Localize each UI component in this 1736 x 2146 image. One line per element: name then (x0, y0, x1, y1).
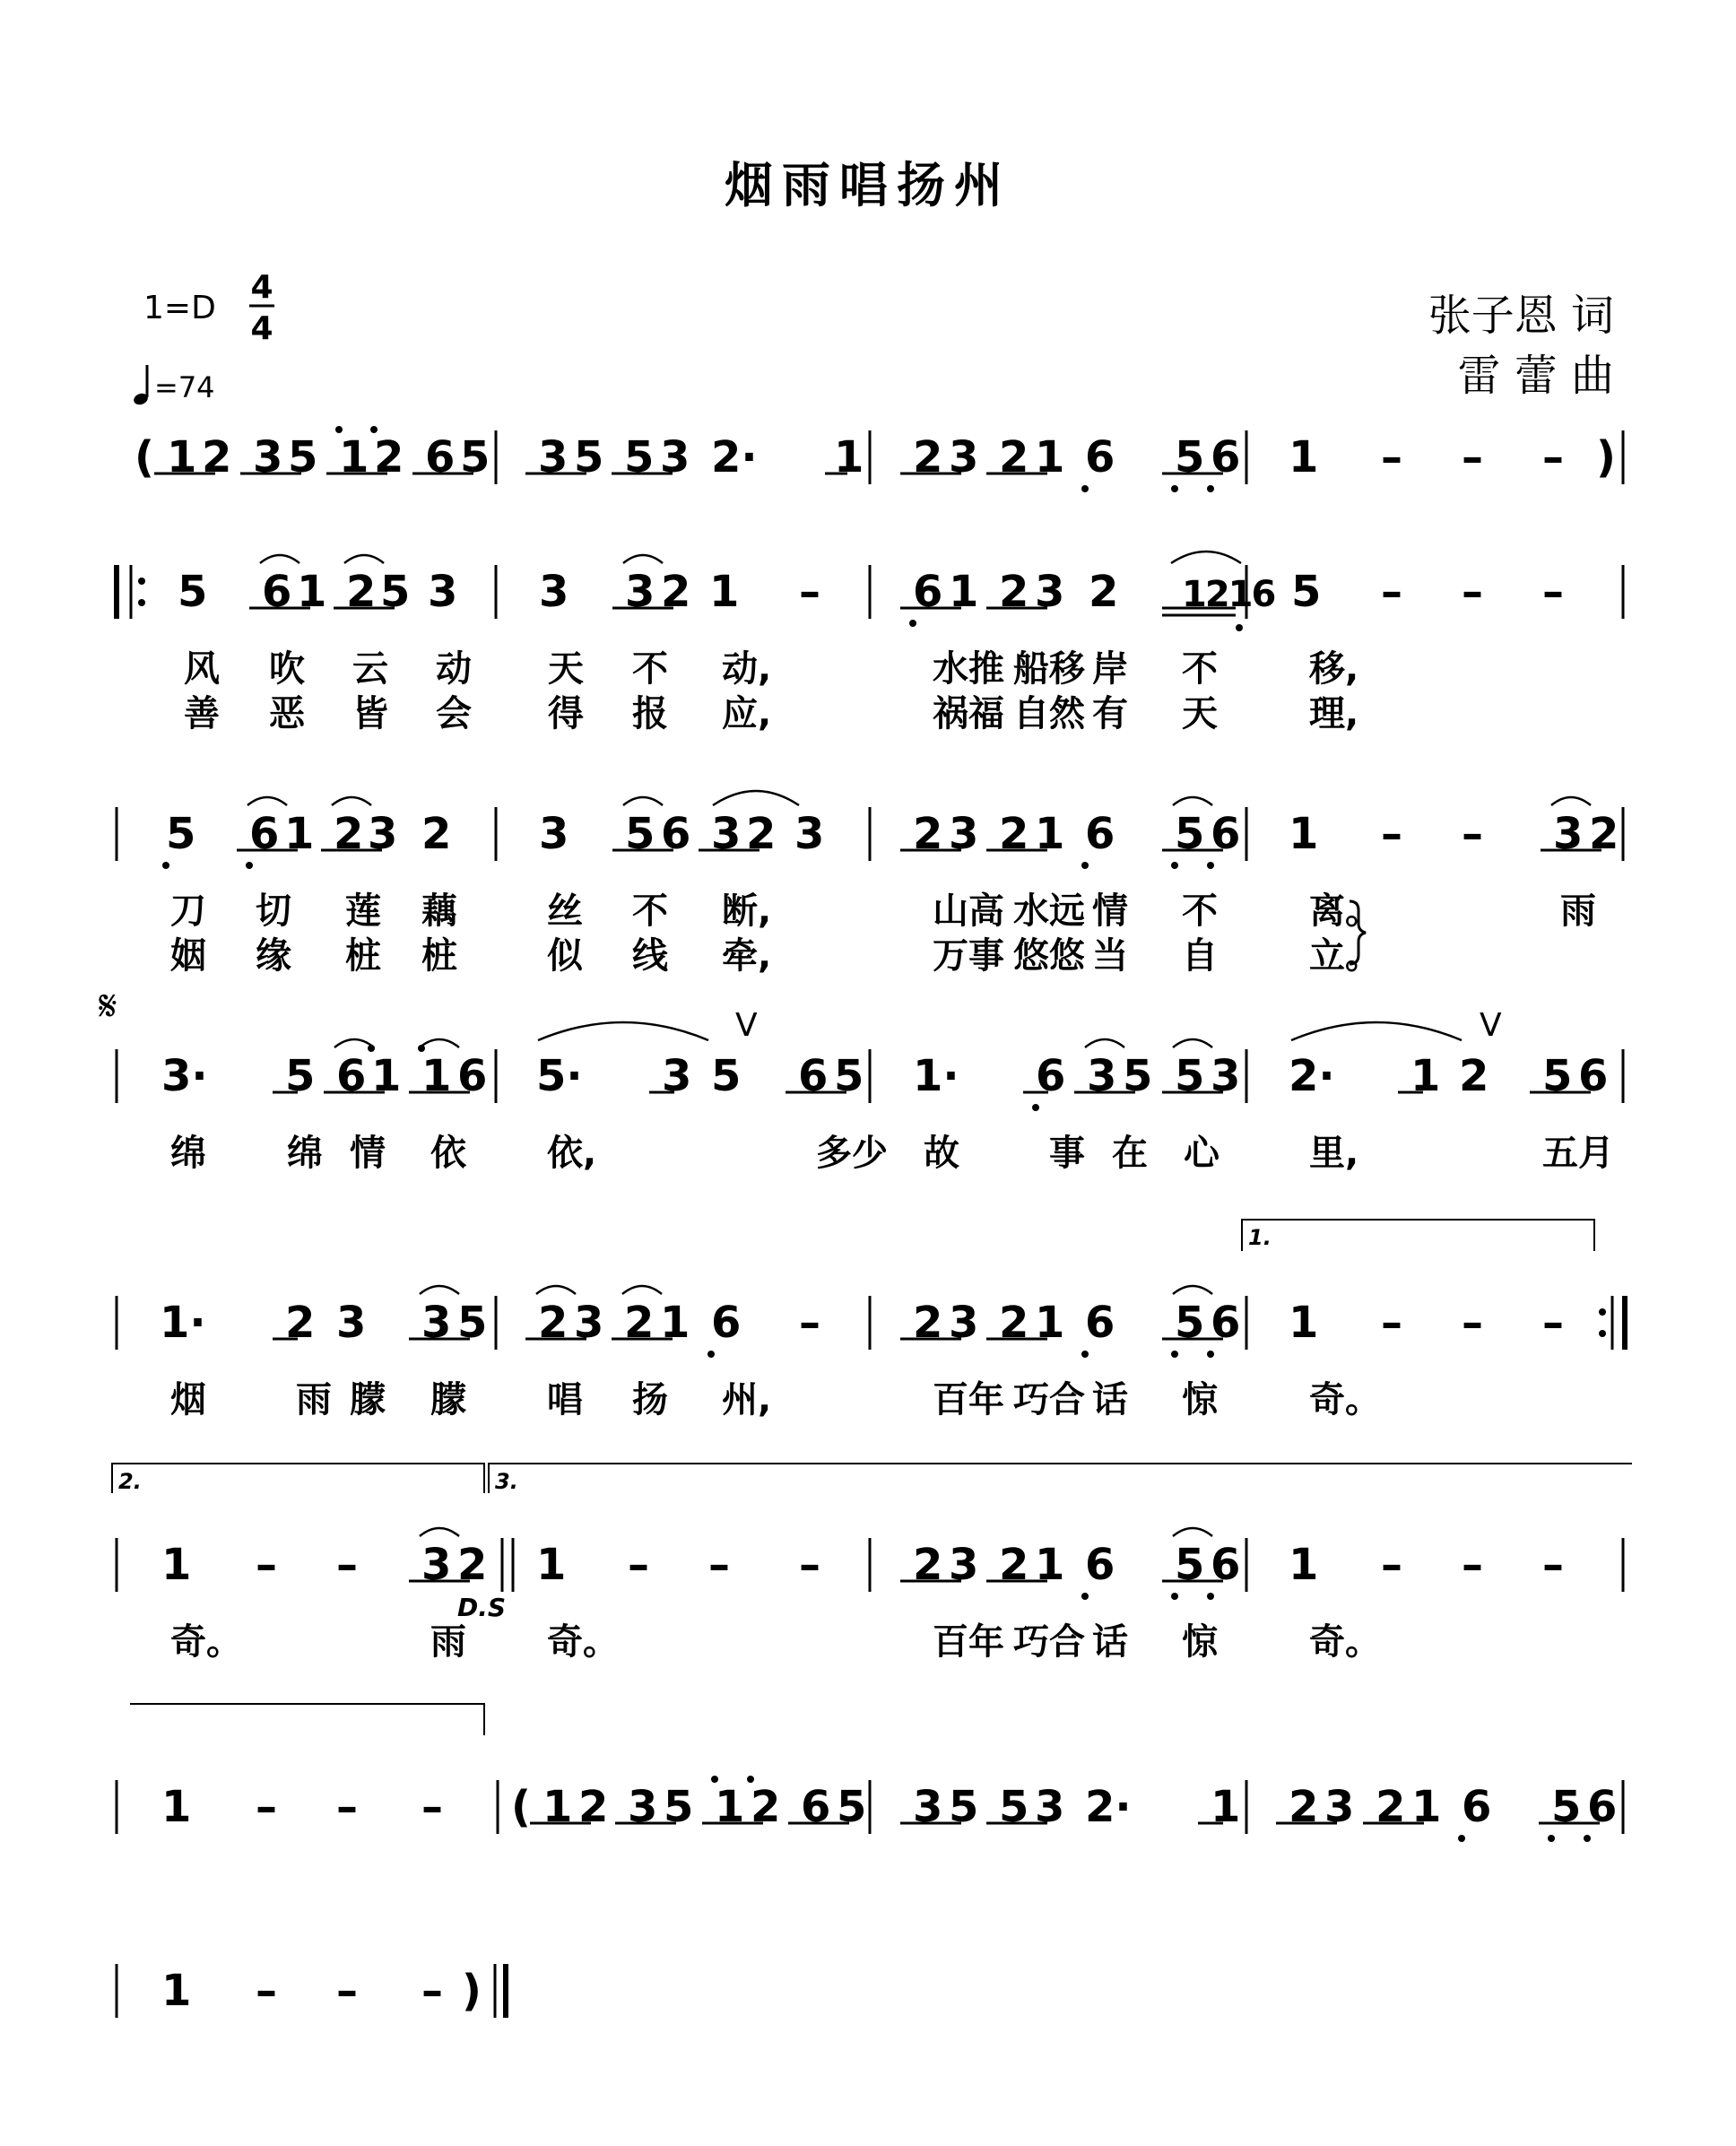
lyric-line2: 皆 (352, 693, 388, 734)
note-line3: 3 (368, 809, 398, 859)
lyric-line6: 奇。 (1309, 1621, 1381, 1663)
note-intro: ) (1596, 432, 1616, 482)
note-line6: – (799, 1540, 820, 1590)
lyric-line6: 奇。 (170, 1621, 242, 1663)
note-line5: 1· (160, 1298, 206, 1348)
note-line4: 5 (1175, 1051, 1205, 1101)
lyric-line2: 动 (436, 648, 472, 690)
key-signature: 1=D (143, 290, 216, 326)
lyric-line5: 雨 (296, 1379, 332, 1421)
lyric-line2: 应, (722, 693, 772, 734)
note-line3: 5 (166, 809, 196, 859)
lyric-line4: 多少 (816, 1133, 888, 1174)
lyric-line3: 莲 (345, 891, 381, 932)
note-line3: 6 (1211, 809, 1241, 859)
note-line7: 5 (999, 1782, 1029, 1832)
lyric-line3: 切 (256, 891, 291, 932)
note-line2: 1 (709, 567, 740, 617)
note-intro: 6 (1211, 432, 1241, 482)
note-intro: 2 (202, 432, 232, 482)
note-line6: – (708, 1540, 730, 1590)
note-intro: 5 (288, 432, 318, 482)
lyric-line2: 天 (548, 648, 584, 690)
note-line4: 3 (1211, 1051, 1241, 1101)
note-line3: – (1381, 809, 1402, 859)
lyric-line2: 移, (1309, 648, 1359, 690)
note-intro: ( (135, 432, 154, 482)
note-line5: 6 (711, 1298, 742, 1348)
note-line3: 3 (711, 809, 742, 859)
note-line5: 1 (1289, 1298, 1319, 1348)
lyric-line3: 桩 (421, 935, 457, 977)
lyric-line4: 绵 (287, 1133, 323, 1174)
note-line7: 3 (913, 1782, 943, 1832)
note-line6: – (1381, 1540, 1402, 1590)
lyric-line2: 动, (722, 648, 772, 690)
note-line5: – (1381, 1298, 1402, 1348)
note-line2: 3 (539, 567, 569, 617)
note-line4: 5 (1123, 1051, 1153, 1101)
lyric-line6: 百年 (933, 1621, 1004, 1663)
lyric-line2: 吹 (269, 648, 305, 690)
note-line5: 2 (913, 1298, 943, 1348)
note-line3: 6 (1085, 809, 1115, 859)
lyric-line4: 依, (547, 1133, 597, 1174)
note-line3: – (1462, 809, 1483, 859)
breath-mark: V (1480, 1007, 1502, 1044)
lyric-line5: 巧合 (1013, 1379, 1085, 1421)
note-line5: 2 (999, 1298, 1029, 1348)
lyric-line3: 当 (1092, 935, 1128, 977)
note-line4: 6 (457, 1051, 488, 1101)
lyric-line6: 惊 (1182, 1621, 1218, 1663)
note-line7: – (421, 1782, 443, 1832)
lyric-line4: 绵 (170, 1133, 206, 1174)
lyric-line6: 奇。 (547, 1621, 619, 1663)
note-line4: 2· (1289, 1051, 1335, 1101)
note-intro: 3 (538, 432, 569, 482)
note-intro: 3 (949, 432, 979, 482)
lyric-line3: 姻 (170, 935, 206, 977)
note-line3: 1 (1289, 809, 1319, 859)
volta-3-label: 3. (495, 1469, 518, 1494)
note-line8: ) (462, 1966, 482, 2016)
composer-credit: 雷 蕾 曲 (1457, 351, 1614, 401)
note-line8: – (421, 1966, 443, 2016)
lyric-line4: 心 (1184, 1133, 1220, 1174)
note-line7: 2 (578, 1782, 609, 1832)
note-line2: 2 (1089, 567, 1119, 617)
note-line6: 1 (1289, 1540, 1319, 1590)
note-line5: 1 (1035, 1298, 1065, 1348)
note-line4: 6 (798, 1051, 829, 1101)
lyric-line5: 百年 (933, 1379, 1004, 1421)
note-line7: 2 (1376, 1782, 1406, 1832)
lyric-line5: 扬 (632, 1379, 668, 1421)
segno-icon: 𝄋 (99, 981, 117, 1031)
lyric-line3: 立。 (1309, 935, 1381, 977)
lyric-line4: 在 (1112, 1133, 1148, 1174)
note-line2: 2 (346, 567, 377, 617)
note-line2: 1216 (1182, 574, 1275, 615)
note-line3: 3 (949, 809, 979, 859)
note-line7: – (336, 1782, 358, 1832)
note-intro: 6 (425, 432, 456, 482)
note-line7: 5 (949, 1782, 979, 1832)
note-intro: 2 (999, 432, 1029, 482)
lyric-line2: 岸 (1092, 648, 1128, 690)
note-line7: 2· (1085, 1782, 1132, 1832)
note-line4: 3 (662, 1051, 692, 1101)
note-line3: 2 (421, 809, 452, 859)
note-line4: 1 (421, 1051, 452, 1101)
note-line2: – (1381, 567, 1402, 617)
lyric-line3: 雨 (1560, 891, 1596, 932)
note-line7: 3 (1324, 1782, 1355, 1832)
note-line2: 2 (999, 567, 1029, 617)
note-line4: 3· (161, 1051, 208, 1101)
note-line8: – (336, 1966, 358, 2016)
lyricist-credit: 张子恩 词 (1428, 291, 1614, 341)
note-line7: 1 (715, 1782, 745, 1832)
note-line5: 3 (574, 1298, 604, 1348)
note-line7: 3 (628, 1782, 658, 1832)
note-line7: 5 (837, 1782, 867, 1832)
lyric-line6: 雨 (430, 1621, 466, 1663)
lyric-line2: 天 (1182, 693, 1218, 734)
time-signature-bottom: 4 (250, 310, 273, 347)
lyric-line3: 不 (632, 891, 668, 932)
note-line5: – (1542, 1298, 1564, 1348)
lyric-line4: 事 (1049, 1133, 1085, 1174)
note-line3: 6 (249, 809, 280, 859)
note-line8: 1 (161, 1966, 192, 2016)
note-intro: 1 (834, 432, 864, 482)
lyric-line2: 云 (352, 648, 388, 690)
note-line2: 3 (625, 567, 655, 617)
note-line4: 6 (1578, 1051, 1609, 1101)
note-line6: 2 (457, 1540, 488, 1590)
note-line2: 3 (1035, 567, 1065, 617)
lyric-line5: 州, (722, 1379, 772, 1421)
lyric-line3: 丝 (547, 891, 583, 932)
volta-1-label: 1. (1248, 1225, 1272, 1250)
note-line4: 1 (371, 1051, 402, 1101)
note-line7: 6 (801, 1782, 831, 1832)
note-line5: 2 (624, 1298, 655, 1348)
lyric-line5: 烟 (170, 1379, 206, 1421)
note-intro: 2 (913, 432, 943, 482)
lyrics-layer (169, 648, 1614, 1663)
lyric-line3: 自 (1182, 935, 1218, 977)
note-line4: 5 (711, 1051, 742, 1101)
lyric-line3: 藕 (421, 891, 457, 932)
lyric-line3: 断, (722, 891, 772, 932)
note-line4: 2 (1459, 1051, 1489, 1101)
note-intro: 5 (574, 432, 604, 482)
lyric-line2: 报 (632, 693, 668, 734)
note-line2: 5 (380, 567, 411, 617)
note-line6: 1 (1035, 1540, 1065, 1590)
note-line6: 2 (999, 1540, 1029, 1590)
lyric-line3: 线 (632, 935, 668, 977)
breath-mark: V (735, 1007, 758, 1044)
note-intro: 1 (1035, 432, 1065, 482)
song-title: 烟雨唱扬州 (725, 157, 1011, 213)
lyric-line2: 善 (184, 693, 220, 734)
note-line5: 2 (285, 1298, 316, 1348)
lyric-line2: 有 (1092, 693, 1128, 734)
note-line2: 1 (297, 567, 327, 617)
note-line7: 2 (1289, 1782, 1319, 1832)
ds-marking: D.S (457, 1593, 507, 1622)
lyric-line5: 朦 (430, 1379, 466, 1421)
note-line7: 3 (1035, 1782, 1065, 1832)
lyric-line3: 牵, (722, 935, 772, 977)
note-intro: 6 (1085, 432, 1115, 482)
lyric-line5: 惊 (1182, 1379, 1218, 1421)
note-intro: 5 (1175, 432, 1205, 482)
lyric-line6: 话 (1092, 1621, 1128, 1663)
note-line6: 6 (1085, 1540, 1115, 1590)
note-line7: 6 (1462, 1782, 1492, 1832)
note-line4: 5 (834, 1051, 864, 1101)
note-line3: 6 (661, 809, 691, 859)
lyric-line2: 不 (632, 648, 668, 690)
note-line7: 5 (1551, 1782, 1582, 1832)
note-line6: – (1462, 1540, 1483, 1590)
lyric-line4: 故 (924, 1133, 959, 1174)
time-signature-top: 4 (250, 269, 273, 306)
lyric-line2: 会 (436, 693, 472, 734)
lyric-line5: 话 (1092, 1379, 1128, 1421)
barlines (117, 430, 1625, 2018)
lyric-line5: 奇。 (1309, 1379, 1381, 1421)
lyric-line3: 悠悠 (1013, 935, 1085, 977)
note-line5: 6 (1085, 1298, 1115, 1348)
lyric-line5: 唱 (547, 1379, 583, 1421)
note-line7: 1 (542, 1782, 573, 1832)
note-line6: – (1542, 1540, 1564, 1590)
note-line4: 6 (1036, 1051, 1066, 1101)
note-line3: 3 (1553, 809, 1584, 859)
note-line2: – (1462, 567, 1483, 617)
note-intro: 1 (167, 432, 197, 482)
note-intro: 5 (624, 432, 655, 482)
lyric-line3: 山高 (933, 891, 1004, 932)
note-line6: 2 (913, 1540, 943, 1590)
note-line7: ( (511, 1782, 531, 1832)
note-line6: – (336, 1540, 358, 1590)
note-line4: 5· (536, 1051, 583, 1101)
lyric-line4: 里, (1309, 1133, 1359, 1174)
note-line4: 5 (1542, 1051, 1573, 1101)
lyric-line2: 恶 (269, 693, 305, 734)
tempo-value: =74 (154, 370, 215, 404)
lyric-line3: 缘 (256, 935, 291, 977)
note-line6: 3 (421, 1540, 452, 1590)
note-line3: 2 (999, 809, 1029, 859)
note-line5: 2 (538, 1298, 569, 1348)
volta-2-label: 2. (118, 1469, 142, 1494)
note-line4: 1 (1410, 1051, 1441, 1101)
note-line7: – (256, 1782, 277, 1832)
note-intro: – (1381, 432, 1402, 482)
lyric-line3: 情 (1092, 891, 1128, 932)
lyric-line2: 祸福 (933, 693, 1004, 734)
note-line3: 1 (284, 809, 315, 859)
note-line2: 6 (262, 567, 292, 617)
note-line2: – (799, 567, 820, 617)
note-line5: 5 (1175, 1298, 1205, 1348)
lyric-line2: 理, (1309, 693, 1359, 734)
note-line4: 1· (913, 1051, 959, 1101)
lyric-line3: 桩 (345, 935, 381, 977)
lyric-line3: 水远 (1013, 891, 1085, 932)
note-line5: 6 (1211, 1298, 1241, 1348)
lyric-line3: 似 (547, 935, 583, 977)
note-line7: 1 (161, 1782, 192, 1832)
note-line7: 2 (751, 1782, 781, 1832)
note-line6: – (628, 1540, 649, 1590)
note-line5: 3 (421, 1298, 452, 1348)
note-line7: 1 (1411, 1782, 1442, 1832)
note-line4: 5 (285, 1051, 316, 1101)
note-line4: 6 (336, 1051, 367, 1101)
note-line3: 3 (794, 809, 825, 859)
note-line5: 3 (336, 1298, 367, 1348)
lyric-line2: 船移 (1013, 648, 1085, 690)
note-intro: – (1542, 432, 1564, 482)
note-line2: – (1542, 567, 1564, 617)
lyric-line3: 万事 (933, 935, 1004, 977)
note-intro: 3 (660, 432, 690, 482)
note-line5: 5 (457, 1298, 488, 1348)
note-line8: – (256, 1966, 277, 2016)
note-intro: 1 (1289, 432, 1319, 482)
note-line2: 5 (1291, 567, 1322, 617)
note-line3: 2 (913, 809, 943, 859)
note-line7: 1 (1211, 1782, 1241, 1832)
note-line3: 3 (539, 809, 569, 859)
note-intro: 5 (460, 432, 490, 482)
note-line5: – (799, 1298, 820, 1348)
note-line6: 5 (1175, 1540, 1205, 1590)
note-line7: 6 (1587, 1782, 1618, 1832)
note-intro: 3 (253, 432, 283, 482)
note-line5: 1 (660, 1298, 690, 1348)
lyric-line3: 不 (1182, 891, 1218, 932)
lyric-line2: 自然 (1013, 693, 1085, 734)
note-line6: 1 (161, 1540, 192, 1590)
lyric-line2: 水推 (933, 648, 1004, 690)
note-intro: 1 (339, 432, 369, 482)
note-line5: 3 (949, 1298, 979, 1348)
lyric-line4: 情 (350, 1133, 386, 1174)
note-line5: – (1462, 1298, 1483, 1348)
note-line3: 5 (1175, 809, 1205, 859)
lyric-line2: 风 (184, 648, 220, 690)
note-line3: 2 (746, 809, 777, 859)
note-intro: – (1462, 432, 1483, 482)
note-intro: 2· (711, 432, 758, 482)
note-line6: 1 (536, 1540, 567, 1590)
note-line4: 3 (1087, 1051, 1117, 1101)
note-line3: 2 (1589, 809, 1619, 859)
tempo-marking (132, 365, 214, 406)
lyric-line2: 不 (1182, 648, 1218, 690)
note-line2: 6 (913, 567, 943, 617)
note-line2: 1 (949, 567, 979, 617)
note-line6: 3 (949, 1540, 979, 1590)
note-line2: 2 (661, 567, 691, 617)
lyric-line6: 巧合 (1013, 1621, 1085, 1663)
lyric-line4: 五月 (1542, 1133, 1614, 1174)
note-line6: – (256, 1540, 277, 1590)
note-line3: 1 (1035, 809, 1065, 859)
note-line2: 3 (428, 567, 458, 617)
lyric-line3: 刀 (170, 891, 206, 932)
note-line6: 6 (1211, 1540, 1241, 1590)
lyric-line5: 朦 (350, 1379, 386, 1421)
lyric-line4: 依 (430, 1133, 466, 1174)
note-line2: 5 (178, 567, 208, 617)
lyric-line2: 得 (548, 693, 584, 734)
note-intro: 2 (374, 432, 404, 482)
note-line3: 2 (334, 809, 364, 859)
note-line7: 5 (664, 1782, 694, 1832)
lyric-line3: 离。 (1309, 891, 1381, 932)
note-line3: 5 (625, 809, 655, 859)
